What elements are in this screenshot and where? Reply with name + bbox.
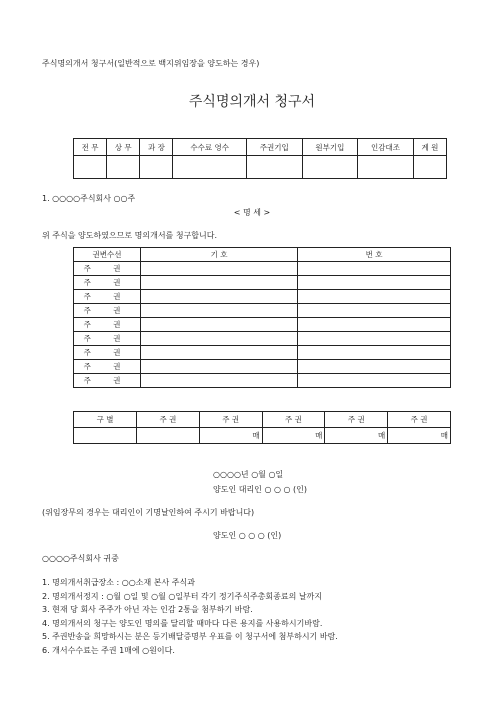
row-label: 주 권 [74, 360, 141, 374]
shares-table [73, 247, 451, 388]
summary-header: 구 별 [74, 412, 137, 428]
table-row [74, 304, 451, 318]
notes-list [42, 576, 338, 657]
row-label: 주 권 [74, 318, 141, 332]
table-row [74, 374, 451, 388]
statement: 위 주식을 양도하였으므로 명의개서를 청구합니다. [42, 231, 218, 240]
form-title: 주식명의개서 청구서 [188, 94, 316, 110]
row-label: 주 권 [74, 304, 141, 318]
summary-cell [137, 428, 200, 444]
summary-unit: 매 [262, 428, 325, 444]
row-label: 주 권 [74, 346, 141, 360]
approval-header: 계 원 [413, 139, 446, 156]
shares-header: 번 호 [298, 248, 451, 262]
summary-unit: 매 [388, 428, 451, 444]
table-row [74, 262, 451, 276]
approval-cell [74, 156, 107, 179]
table-row [74, 332, 451, 346]
row-label: 주 권 [74, 262, 141, 276]
shares-header: 기 호 [141, 248, 298, 262]
approval-cell [140, 156, 173, 179]
approval-cell [358, 156, 414, 179]
approval-header: 수수료 영수 [173, 139, 246, 156]
date-line: ○○○○년 ○월 ○일 [213, 470, 284, 479]
approval-header: 전 무 [74, 139, 107, 156]
approval-cell [246, 156, 302, 179]
list-item: 4. 명의개서의 청구는 양도인 명의를 달리할 때마다 다른 용지를 사용하시기바람. [42, 618, 323, 628]
approval-header: 과 장 [140, 139, 173, 156]
summary-cell [74, 428, 137, 444]
list-item: 6. 개서수수료는 주권 1매에 ○원이다. [42, 645, 175, 655]
approval-cell [107, 156, 140, 179]
table-row [74, 290, 451, 304]
approval-cell [413, 156, 446, 179]
detail-label: < 명 세 > [233, 208, 271, 217]
list-item: 5. 주권반송을 희망하시는 분은 등기배달증명부 우표를 이 청구서에 첨부하시기 바람. [42, 632, 338, 641]
summary-table [73, 411, 451, 444]
approval-header: 원부기입 [302, 139, 358, 156]
row-label: 주 권 [74, 276, 141, 290]
list-item: 2. 명의개서정지 : ○월 ○일 및 ○월 ○일부터 각기 정기주식주총회종료의 날까지 [42, 591, 323, 601]
summary-header: 주 권 [325, 412, 388, 428]
table-row [74, 346, 451, 360]
addressee: ○○○○주식회사 귀중 [42, 554, 119, 563]
table-row [74, 276, 451, 290]
approval-header: 인감대조 [358, 139, 414, 156]
delegation-note: (위임장무의 경우는 대리인이 기명날인하여 주시기 바랍니다) [42, 508, 255, 517]
item-1: 1. ○○○○주식회사 ○○주 [42, 194, 136, 203]
approval-header: 상 무 [107, 139, 140, 156]
table-row [74, 318, 451, 332]
summary-unit: 매 [325, 428, 388, 444]
approval-table [73, 138, 447, 179]
list-item: 1. 명의개서취급장소 : ○○소재 본사 주식과 [42, 578, 195, 587]
list-item: 3. 현재 당 회사 주주가 아닌 자는 인감 2통을 첨부하기 바람. [42, 605, 253, 614]
summary-header: 주 권 [199, 412, 262, 428]
summary-header: 주 권 [388, 412, 451, 428]
signer-agent: 양도인 대리인 ○ ○ ○ (인) [213, 485, 307, 494]
approval-header: 주권기입 [246, 139, 302, 156]
summary-header: 주 권 [137, 412, 200, 428]
approval-cell [173, 156, 246, 179]
row-label: 주 권 [74, 290, 141, 304]
signer-transferor: 양도인 ○ ○ ○ (인) [213, 531, 282, 540]
form-subtitle: 주식명의개서 청구서(일반적으로 백지위임장을 양도하는 경우) [42, 59, 260, 68]
row-label: 주 권 [74, 332, 141, 346]
shares-header: 권변수선 [74, 248, 141, 262]
row-label: 주 권 [74, 374, 141, 388]
approval-cell [302, 156, 358, 179]
table-row [74, 360, 451, 374]
summary-header: 주 권 [262, 412, 325, 428]
summary-unit: 매 [199, 428, 262, 444]
